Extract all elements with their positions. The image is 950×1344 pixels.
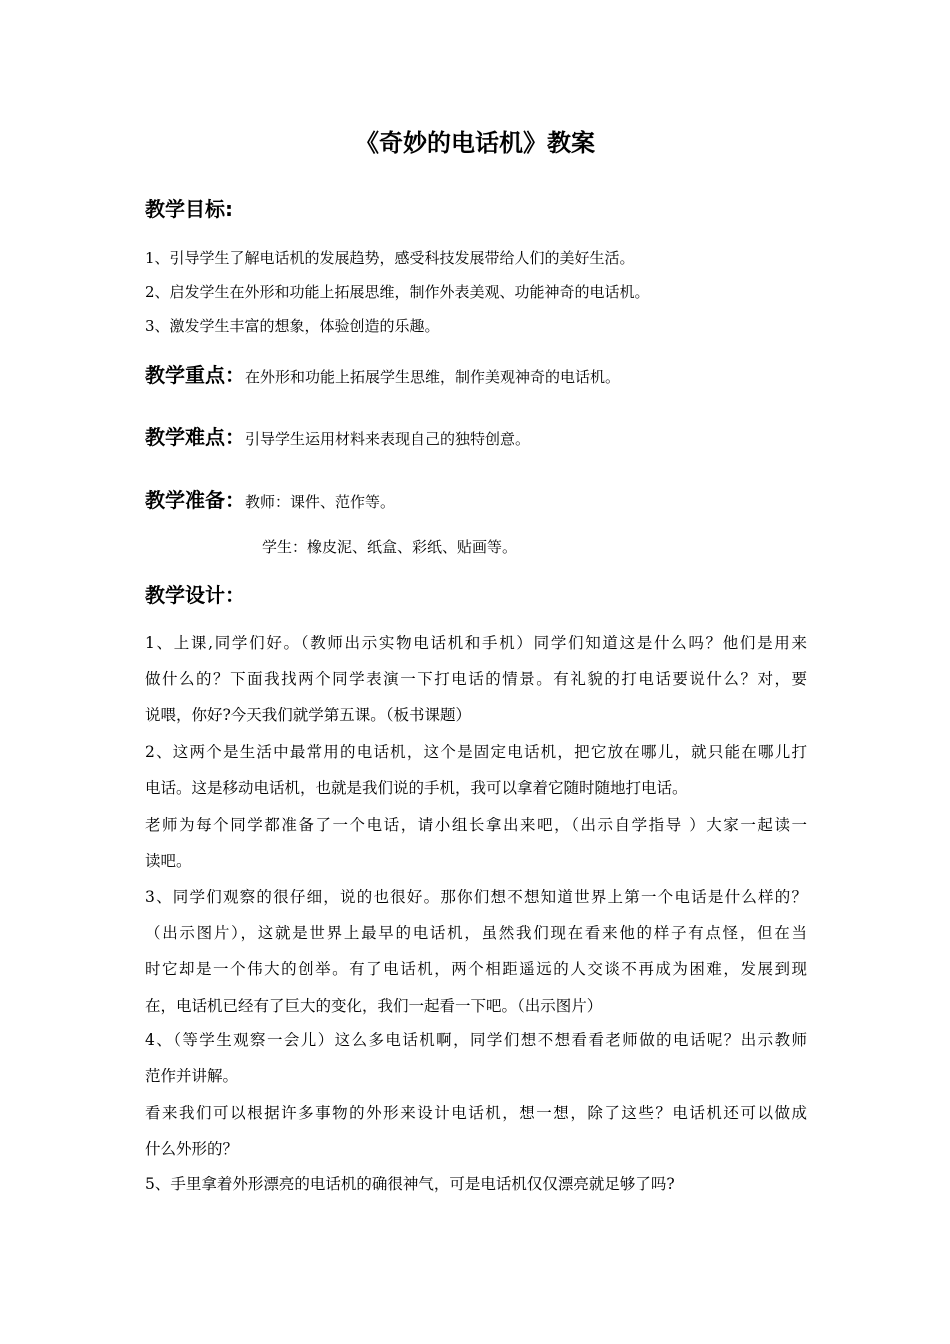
paragraph-line: 4、（等学生观察一会儿）这么多电话机啊，同学们想不想看看老师做的电话呢？出示教师 bbox=[145, 1031, 807, 1049]
paragraph-line: 什么外形的？ bbox=[145, 1140, 239, 1159]
design-paragraph-6 bbox=[145, 1095, 807, 1167]
objective-item: 2、启发学生在外形和功能上拓展思维，制作外表美观、功能神奇的电话机。 bbox=[145, 283, 650, 301]
difficulties-text: 引导学生运用材料来表现自己的独特创意。 bbox=[245, 430, 531, 448]
preparation-heading: 教学准备： bbox=[145, 488, 245, 512]
paragraph-line: 做什么的？下面我找两个同学表演一下打电话的情景。有礼貌的打电话要说什么？对，要 bbox=[145, 670, 807, 689]
paragraph-line: 在，电话机已经有了巨大的变化，我们一起看一下吧。（出示图片） bbox=[145, 996, 603, 1015]
paragraph-line: （出示图片），这就是世界上最早的电话机，虽然我们现在看来他的样子有点怪，但在当 bbox=[145, 924, 807, 943]
paragraph-line: 3、同学们观察的很仔细，说的也很好。那你们想不想知道世界上第一个电话是什么样的？ bbox=[145, 888, 807, 906]
key-points-heading: 教学重点： bbox=[145, 363, 245, 387]
objective-item: 1、引导学生了解电话机的发展趋势，感受科技发展带给人们的美好生活。 bbox=[145, 249, 635, 267]
paragraph-line: 老师为每个同学都准备了一个电话，请小组长拿出来吧，（出示自学指导 ）大家一起读一 bbox=[145, 816, 807, 834]
preparation-section bbox=[145, 486, 395, 516]
paragraph-line: 说喂，你好?今天我们就学第五课。（板书课题） bbox=[145, 706, 472, 725]
design-paragraph-1 bbox=[145, 625, 807, 734]
design-paragraph-2 bbox=[145, 734, 807, 806]
objectives-heading: 教学目标: bbox=[145, 197, 233, 221]
paragraph-line: 电话。这是移动电话机，也就是我们说的手机，我可以拿着它随时随地打电话。 bbox=[145, 779, 688, 798]
paragraph-line: 时它却是一个伟大的创举。有了电话机，两个相距遥远的人交谈不再成为困难，发展到现 bbox=[145, 960, 807, 979]
paragraph-line: 看来我们可以根据许多事物的外形来设计电话机，想一想，除了这些？电话机还可以做成 bbox=[145, 1104, 807, 1122]
design-paragraph-4 bbox=[145, 879, 807, 1024]
objective-item: 3、激发学生丰富的想象，体验创造的乐趣。 bbox=[145, 317, 440, 335]
design-paragraph-5 bbox=[145, 1022, 807, 1094]
difficulties-heading: 教学难点： bbox=[145, 425, 245, 449]
design-paragraph-7 bbox=[145, 1166, 807, 1202]
paragraph-line: 范作并讲解。 bbox=[145, 1067, 239, 1086]
key-points-text: 在外形和功能上拓展学生思维，制作美观神奇的电话机。 bbox=[245, 368, 621, 386]
design-paragraph-3 bbox=[145, 807, 807, 879]
preparation-teacher: 教师：课件、范作等。 bbox=[245, 493, 396, 511]
paragraph-line: 读吧。 bbox=[145, 852, 192, 871]
design-heading: 教学设计： bbox=[145, 583, 245, 607]
difficulties-section bbox=[145, 423, 530, 453]
paragraph-line: 1、上课,同学们好。（教师出示实物电话机和手机）同学们知道这是什么吗？他们是用来 bbox=[145, 634, 807, 652]
preparation-student: 学生：橡皮泥、纸盒、彩纸、贴画等。 bbox=[262, 538, 518, 556]
paragraph-line: 2、这两个是生活中最常用的电话机，这个是固定电话机，把它放在哪儿，就只能在哪儿打 bbox=[145, 743, 807, 761]
key-points-section bbox=[145, 361, 620, 391]
document-title: 《奇妙的电话机》教案 bbox=[355, 129, 595, 157]
paragraph-line: 5、手里拿着外形漂亮的电话机的确很神气，可是电话机仅仅漂亮就足够了吗? bbox=[145, 1175, 675, 1193]
